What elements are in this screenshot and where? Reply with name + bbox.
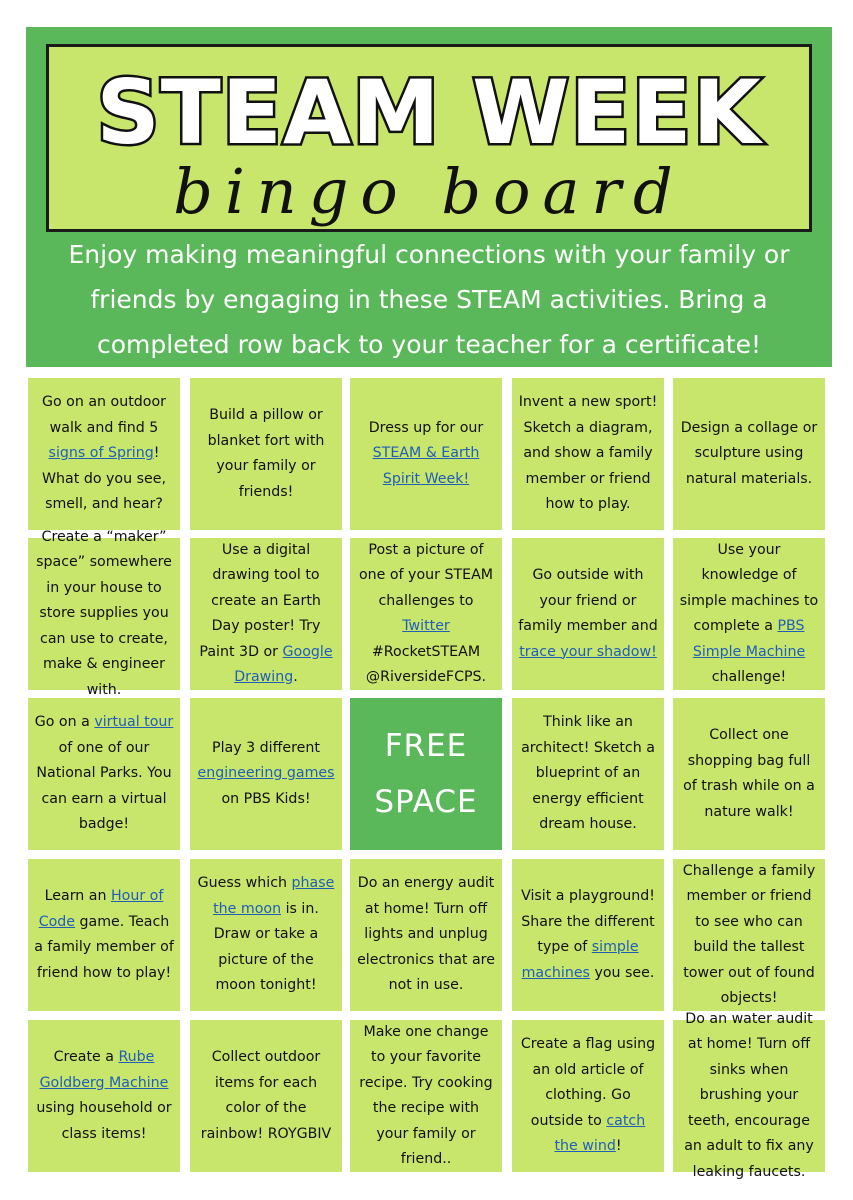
bingo-cell-text [518, 390, 658, 518]
bingo-cell-text [356, 416, 496, 493]
activity-text: ! [615, 1138, 622, 1155]
activity-text: Visit a playground! Share the different type of [521, 888, 655, 955]
intro-line: Enjoy making meaningful connections with your family or [68, 240, 790, 269]
bingo-cell-engineering-games [190, 698, 342, 850]
activity-link[interactable]: catch the wind [554, 1112, 646, 1155]
activity-text: Dress up for our [368, 419, 484, 436]
activity-text: Go on an outdoor walk and find 5 [42, 394, 166, 436]
activity-text: Play 3 different [212, 739, 320, 756]
intro-text [36, 232, 822, 367]
bingo-cell-text [679, 1007, 819, 1186]
bingo-grid [28, 378, 830, 1180]
activity-text: is in. Draw or take a picture of the moon tonight! [213, 900, 319, 994]
bingo-cell-text [196, 1045, 336, 1147]
bingo-cell-rube-goldberg [28, 1020, 180, 1172]
bingo-cell-text [34, 525, 174, 704]
activity-text: Use a digital drawing tool to create an Earth Day poster! Try Paint 3D or [199, 541, 321, 660]
page-title: STEAM WEEK [96, 61, 762, 164]
bingo-cell-trace-shadow [512, 538, 664, 690]
bingo-cell-text [196, 736, 336, 813]
bingo-cell-tallest-tower [673, 859, 825, 1011]
bingo-cell-text [34, 710, 174, 838]
bingo-cell-text [518, 563, 658, 665]
activity-text: Learn an [44, 888, 111, 904]
bingo-cell-text [679, 416, 819, 493]
bingo-cell-simple-machines [673, 538, 825, 690]
activity-link[interactable]: Hour of Code [38, 888, 164, 930]
bingo-cell-recipe [350, 1020, 502, 1172]
bingo-cell-text [356, 1020, 496, 1173]
activity-text: Guess which [197, 875, 292, 892]
activity-link[interactable]: Twitter [402, 618, 450, 634]
activity-text: you see. [589, 964, 655, 981]
bingo-cell-text [196, 538, 336, 691]
activity-link[interactable]: virtual tour [94, 714, 174, 731]
bingo-cell-text [34, 884, 174, 986]
bingo-cell-text [356, 538, 496, 691]
bingo-cell-collage [673, 378, 825, 530]
activity-text: Create a [53, 1049, 119, 1065]
intro-line: friends by engaging in these STEAM activities. Bring a [90, 285, 768, 314]
activity-text: using household or class items! [36, 1100, 172, 1142]
activity-text: . [293, 669, 298, 685]
bingo-cell-text [679, 723, 819, 825]
activity-text: Do an energy audit at home! Turn off lights and unplug electronics that are not in use. [357, 875, 495, 994]
bingo-cell-moon-phase [190, 859, 342, 1011]
bingo-cell-energy-audit [350, 859, 502, 1011]
bingo-cell-invent-sport [512, 378, 664, 530]
activity-text: challenge! [711, 669, 787, 685]
bingo-cell-trash-bag [673, 698, 825, 850]
page-subtitle: bingo board [173, 155, 685, 228]
bingo-cell-text [518, 1032, 658, 1160]
activity-text: Make one change to your favorite recipe. Try cooking the recipe with your family or friend.. [359, 1023, 493, 1167]
activity-text: #RocketSTEAM @RiversideFCPS. [365, 643, 487, 685]
activity-text: FREE SPACE [374, 728, 478, 820]
activity-text: Go on a [34, 714, 95, 731]
bingo-cell-virtual-tour [28, 698, 180, 850]
activity-text: Collect outdoor items for each color of the rainbow! ROYGBIV [200, 1049, 332, 1142]
bingo-cell-pillow-fort [190, 378, 342, 530]
bingo-cell-text [518, 710, 658, 838]
activity-text: Think like an architect! Sketch a blueprint of an energy efficient dream house. [521, 714, 655, 833]
bingo-cell-flag [512, 1020, 664, 1172]
bingo-cell-architect [512, 698, 664, 850]
bingo-cell-rainbow [190, 1020, 342, 1172]
bingo-cell-free-space [350, 698, 502, 850]
activity-text: Use your knowledge of simple machines to complete a [679, 541, 819, 634]
activity-text: game. Teach a family member of friend how to play! [34, 913, 174, 981]
activity-text: Create a “maker” space” somewhere in your house to store supplies you can use to create, make & engineer with. [36, 528, 172, 698]
bingo-cell-hour-of-code [28, 859, 180, 1011]
activity-text: Invent a new sport! Sketch a diagram, and show a family member or friend how to play. [518, 394, 658, 513]
activity-text: Build a pillow or blanket fort with your family or friends! [207, 407, 325, 500]
bingo-cell-post-picture [350, 538, 502, 690]
intro-line: completed row back to your teacher for a certificate! [96, 330, 762, 359]
activity-text: Collect one shopping bag full of trash while on a nature walk! [683, 727, 815, 820]
activity-text: of one of our National Parks. You can earn a virtual badge! [36, 739, 172, 833]
activity-text: Post a picture of one of your STEAM challenges to [358, 541, 494, 609]
bingo-cell-text [679, 538, 819, 691]
bingo-cell-playground [512, 859, 664, 1011]
bingo-cell-text [34, 390, 174, 518]
bingo-cell-text [356, 718, 496, 830]
bingo-cell-walk-spring [28, 378, 180, 530]
bingo-cell-text [34, 1045, 174, 1147]
bingo-cell-water-audit [673, 1010, 825, 1180]
activity-link[interactable]: trace your shadow! [519, 643, 657, 660]
bingo-cell-text [518, 884, 658, 986]
activity-link[interactable]: phase the moon [213, 875, 335, 917]
activity-link[interactable]: Rube Goldberg Machine [39, 1049, 169, 1091]
activity-link[interactable]: STEAM & Earth Spirit Week! [372, 445, 480, 487]
title-box [46, 44, 812, 232]
activity-link[interactable]: simple machines [521, 939, 639, 981]
bingo-cell-digital-drawing [190, 538, 342, 690]
header-banner [26, 27, 832, 367]
activity-text: on PBS Kids! [221, 790, 311, 807]
activity-text: Create a flag using an old article of clothing. Go outside to [520, 1036, 656, 1129]
bingo-cell-text [196, 403, 336, 505]
activity-text: Go outside with your friend or family member and [518, 567, 658, 634]
activity-link[interactable]: PBS Simple Machine [692, 618, 806, 660]
activity-text: Design a collage or sculpture using natural materials. [680, 419, 818, 487]
bingo-cell-text [679, 859, 819, 1012]
bingo-cell-dress-up [350, 378, 502, 530]
activity-link[interactable]: engineering games [197, 765, 335, 782]
activity-text: Challenge a family member or friend to see who can build the tallest tower out of found objects! [682, 862, 816, 1006]
activity-link[interactable]: Google Drawing [234, 643, 333, 685]
bingo-cell-text [196, 871, 336, 999]
bingo-cell-maker-space [28, 528, 180, 698]
activity-text: Do an water audit at home! Turn off sinks when brushing your teeth, encourage an adult to fix any leaking faucets. [684, 1010, 814, 1180]
activity-text: ! What do you see, smell, and hear? [42, 445, 166, 513]
bingo-cell-text [356, 871, 496, 999]
activity-link[interactable]: signs of Spring [48, 445, 154, 462]
